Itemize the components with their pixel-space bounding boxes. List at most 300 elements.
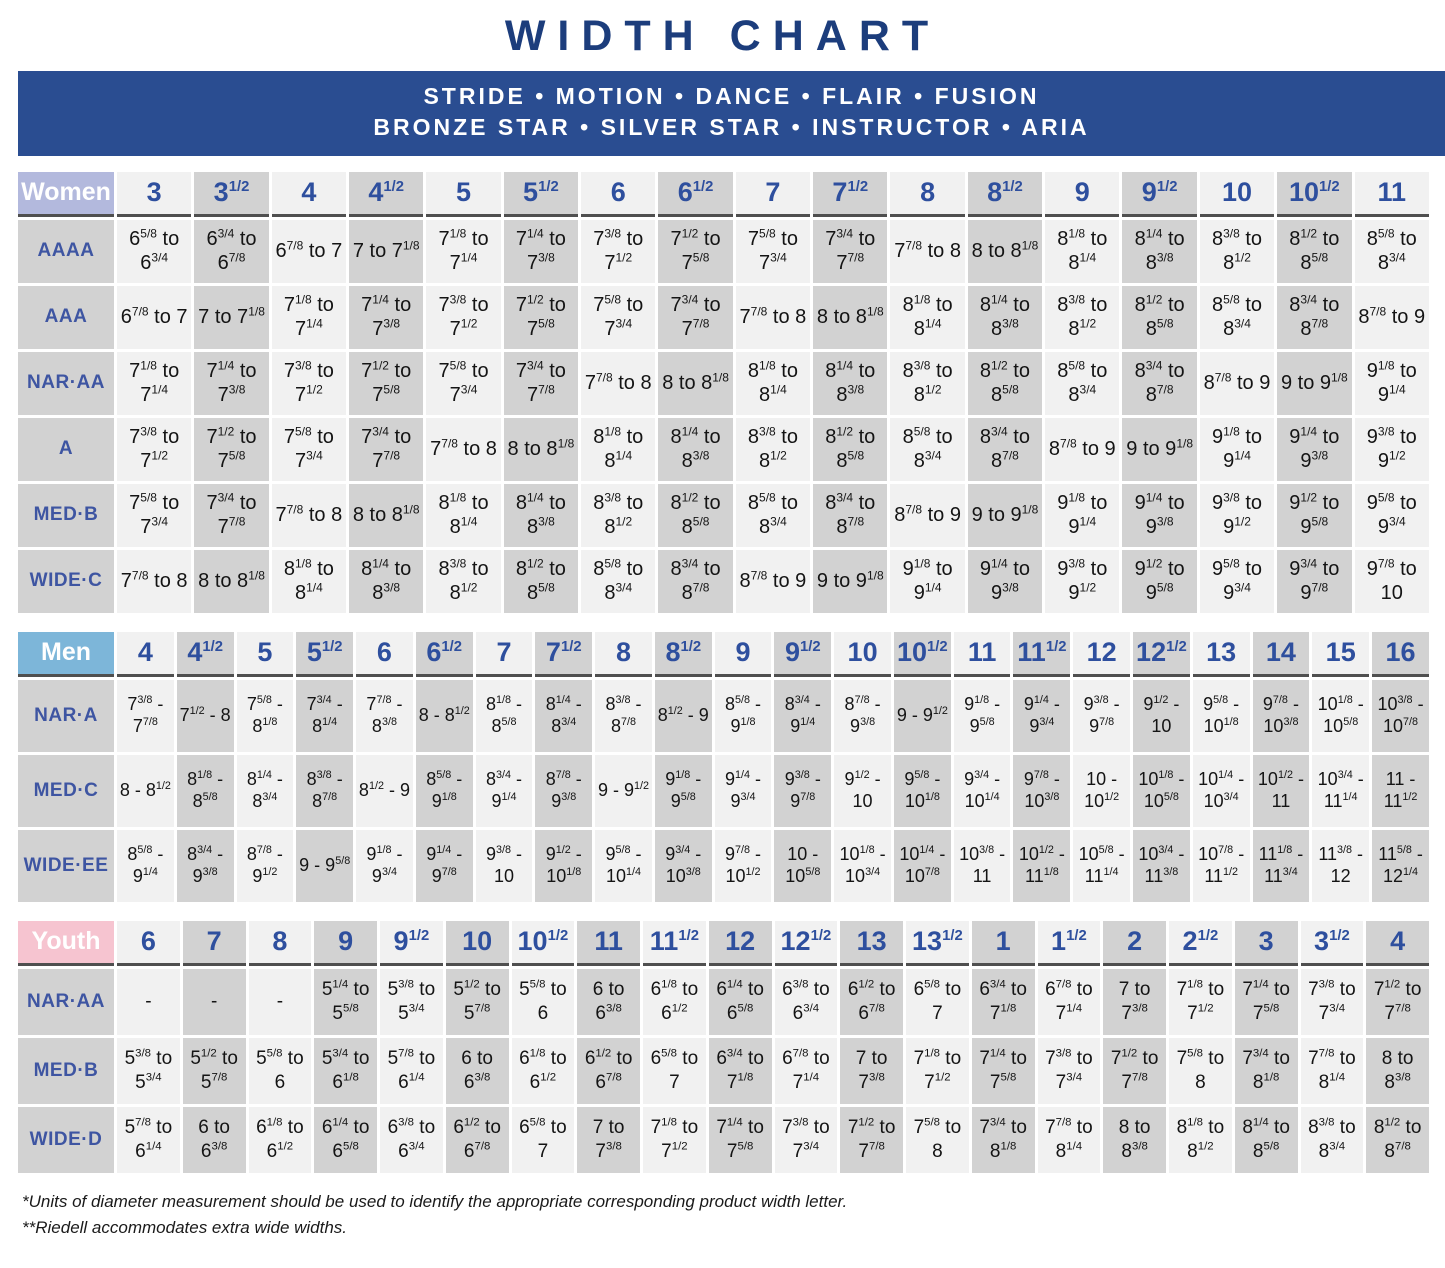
- width-cell: 8 to $8^{1/8}$: [968, 220, 1042, 283]
- width-cell: $6^{1/2}$ to $6^{7/8}$: [446, 1107, 509, 1173]
- size-header: 9: [715, 632, 772, 677]
- width-cell: $7^{1/4}$ to $7^{5/8}$: [972, 1038, 1035, 1104]
- table-row: [18, 484, 1429, 547]
- width-cell: 7 to $7^{3/8}$: [840, 1038, 903, 1104]
- table-row: [18, 352, 1429, 415]
- size-header: 12: [1073, 632, 1130, 677]
- width-cell: $9^{5/8}$ to $9^{3/4}$: [1200, 550, 1274, 613]
- width-cell: $7^{7/8}$ to 8: [890, 220, 964, 283]
- width-cell: $9^{5/8} - 10^{1/8}$: [894, 755, 951, 827]
- width-cell: $9^{1/8} - 9^{5/8}$: [655, 755, 712, 827]
- width-row-label: WIDE·C: [18, 550, 114, 613]
- width-cell: $7^{7/8}$ to 8: [272, 484, 346, 547]
- size-header: $8^{1/2}$: [968, 172, 1042, 217]
- size-header: 11: [1355, 172, 1430, 217]
- width-cell: $8^{1/2}$ to $8^{7/8}$: [1366, 1107, 1429, 1173]
- width-cell: $9^{1/8}$ to $9^{1/4}$: [1355, 352, 1430, 415]
- width-cell: $7^{3/8}$ to $7^{1/2}$: [426, 286, 500, 349]
- width-cell: $6^{3/8}$ to $6^{3/4}$: [775, 969, 838, 1035]
- width-cell: $7^{1/2}$ to $7^{7/8}$: [1103, 1038, 1166, 1104]
- width-cell: $10 - 10^{5/8}$: [774, 830, 831, 902]
- width-row-label: AAA: [18, 286, 114, 349]
- width-cell: $8^{1/4}$ to $8^{3/8}$: [813, 352, 887, 415]
- width-cell: $8^{3/4}$ to $8^{7/8}$: [1122, 352, 1196, 415]
- table-row: [18, 680, 1429, 752]
- width-cell: $8^{3/8}$ to $8^{1/2}$: [1200, 220, 1274, 283]
- banner-line-1: STRIDE • MOTION • DANCE • FLAIR • FUSION: [423, 83, 1040, 109]
- size-header: $10^{1/2}$: [1277, 172, 1351, 217]
- width-cell: $9^{3/8} - 9^{7/8}$: [1073, 680, 1130, 752]
- width-cell: $6^{1/8}$ to $6^{1/2}$: [643, 969, 706, 1035]
- size-header: 12: [709, 921, 772, 966]
- width-cell: $9^{5/8} - 10^{1/4}$: [595, 830, 652, 902]
- youth-width-table: [15, 918, 1432, 1176]
- width-cell: $10^{7/8} - 11^{1/2}$: [1193, 830, 1250, 902]
- width-cell: $11^{1/8} - 11^{3/4}$: [1253, 830, 1310, 902]
- table-row: [18, 830, 1429, 902]
- width-cell: $7^{3/8}$ to $7^{1/2}$: [272, 352, 346, 415]
- width-cell: $8^{1/2}$ to $8^{5/8}$: [1277, 220, 1351, 283]
- width-cell: $8^{3/4} - 9^{1/4}$: [774, 680, 831, 752]
- width-cell: 6 to $6^{3/8}$: [446, 1038, 509, 1104]
- size-header: 15: [1312, 632, 1369, 677]
- width-cell: $9^{1/8} - 9^{5/8}$: [954, 680, 1011, 752]
- width-cell: 8 to $8^{1/8}$: [194, 550, 268, 613]
- size-header-row: [18, 632, 1429, 677]
- width-cell: $8^{1/2}$ to $8^{5/8}$: [813, 418, 887, 481]
- width-cell: $7^{1/2}$ to $7^{5/8}$: [504, 286, 578, 349]
- width-cell: $8^{1/2}$ to $8^{5/8}$: [1122, 286, 1196, 349]
- width-cell: $7^{1/8}$ to $7^{1/4}$: [426, 220, 500, 283]
- width-cell: $9^{1/2} - 10$: [834, 755, 891, 827]
- men-width-table: [15, 629, 1432, 905]
- width-cell: $8^{1/8}$ to $8^{1/4}$: [1045, 220, 1119, 283]
- width-cell: $8^{1/4} - 8^{3/4}$: [237, 755, 294, 827]
- width-cell: $8^{1/4} - 8^{3/4}$: [535, 680, 592, 752]
- width-cell: $8^{1/8}$ to $8^{1/4}$: [736, 352, 810, 415]
- width-cell: $7^{5/8}$ to $7^{3/4}$: [426, 352, 500, 415]
- width-cell: $8^{1/8} - 8^{5/8}$: [476, 680, 533, 752]
- width-cell: $8^{3/8}$ to $8^{1/2}$: [890, 352, 964, 415]
- width-cell: $9^{5/8}$ to $9^{3/4}$: [1355, 484, 1430, 547]
- size-header: 9: [1045, 172, 1119, 217]
- width-cell: $9^{1/2}$ to $9^{5/8}$: [1277, 484, 1351, 547]
- footnotes: [22, 1192, 1445, 1238]
- width-cell: $7^{1/4}$ to $7^{3/8}$: [504, 220, 578, 283]
- width-cell: $9^{7/8} - 10^{3/8}$: [1253, 680, 1310, 752]
- width-cell: $5^{3/8}$ to $5^{3/4}$: [380, 969, 443, 1035]
- width-cell: $10^{3/4} - 11^{1/4}$: [1312, 755, 1369, 827]
- youth-width-table-container: [15, 918, 1445, 1176]
- width-cell: $7^{1/2}$ to $7^{7/8}$: [840, 1107, 903, 1173]
- width-cell: $6^{1/4}$ to $6^{5/8}$: [314, 1107, 377, 1173]
- width-cell: $8^{5/8}$ to $8^{3/4}$: [736, 484, 810, 547]
- width-cell: $7^{7/8}$ to $8^{1/4}$: [1301, 1038, 1364, 1104]
- size-header: 10: [1200, 172, 1274, 217]
- width-cell: $8^{1/8}$ to $8^{1/4}$: [890, 286, 964, 349]
- width-cell: 7 to $7^{1/8}$: [194, 286, 268, 349]
- width-cell: 6 to $6^{3/8}$: [183, 1107, 246, 1173]
- width-cell: 7 to $7^{3/8}$: [577, 1107, 640, 1173]
- width-cell: $6^{5/8}$ to 7: [643, 1038, 706, 1104]
- width-cell: $9 - 9^{1/2}$: [894, 680, 951, 752]
- size-header: 2: [1103, 921, 1166, 966]
- width-row-label: NAR·A: [18, 680, 114, 752]
- table-row: [18, 418, 1429, 481]
- width-cell: $9^{3/8} - 9^{7/8}$: [774, 755, 831, 827]
- width-cell: $7^{1/2} - 8$: [177, 680, 234, 752]
- width-cell: $8^{5/8}$ to $8^{3/4}$: [1355, 220, 1430, 283]
- size-header: $12^{1/2}$: [1133, 632, 1190, 677]
- width-cell: $6^{3/4}$ to $7^{1/8}$: [972, 969, 1035, 1035]
- width-cell: $7^{5/8} - 8^{1/8}$: [237, 680, 294, 752]
- width-cell: $5^{1/2}$ to $5^{7/8}$: [446, 969, 509, 1035]
- size-header: $9^{1/2}$: [380, 921, 443, 966]
- width-cell: $8^{5/8}$ to $8^{3/4}$: [581, 550, 655, 613]
- size-header: 11: [954, 632, 1011, 677]
- size-header: 10: [446, 921, 509, 966]
- women-width-table: [15, 169, 1432, 616]
- width-cell: $8^{5/8}$ to $8^{3/4}$: [890, 418, 964, 481]
- width-cell: $7^{3/8}$ to $7^{1/2}$: [581, 220, 655, 283]
- width-cell: $8^{3/8}$ to $8^{3/4}$: [1301, 1107, 1364, 1173]
- width-cell: 8 to $8^{1/8}$: [658, 352, 732, 415]
- width-cell: $6^{7/8}$ to $7^{1/4}$: [775, 1038, 838, 1104]
- width-cell: $7^{7/8}$ to 8: [736, 286, 810, 349]
- size-header: $11^{1/2}$: [643, 921, 706, 966]
- size-header: 4: [272, 172, 346, 217]
- width-cell: $9^{7/8}$ to 10: [1355, 550, 1430, 613]
- width-cell: $11 - 11^{1/2}$: [1372, 755, 1429, 827]
- width-cell: $8^{1/2} - 9$: [655, 680, 712, 752]
- width-cell: $7^{7/8}$ to 8: [581, 352, 655, 415]
- width-cell: $7^{1/2}$ to $7^{5/8}$: [658, 220, 732, 283]
- size-header: 13: [1193, 632, 1250, 677]
- size-header: 8: [890, 172, 964, 217]
- width-cell: $8^{1/8} - 8^{5/8}$: [177, 755, 234, 827]
- table-row: [18, 286, 1429, 349]
- width-cell: $8^{7/8}$ to 9: [736, 550, 810, 613]
- size-header: 6: [581, 172, 655, 217]
- size-header: $3^{1/2}$: [194, 172, 268, 217]
- width-cell: $8^{1/8}$ to $8^{1/2}$: [1169, 1107, 1232, 1173]
- width-cell: $8^{1/4}$ to $8^{3/8}$: [658, 418, 732, 481]
- width-cell: $9^{5/8} - 10^{1/8}$: [1193, 680, 1250, 752]
- width-cell: $7^{3/8}$ to $7^{1/2}$: [117, 418, 191, 481]
- size-header: 11: [577, 921, 640, 966]
- size-header: $3^{1/2}$: [1301, 921, 1364, 966]
- width-cell: $8^{7/8}$ to 9: [1200, 352, 1274, 415]
- size-header: $10^{1/2}$: [894, 632, 951, 677]
- width-cell: $8^{3/8}$ to $8^{1/2}$: [1045, 286, 1119, 349]
- table-group-label: Women: [18, 172, 114, 217]
- width-cell: $8^{1/4}$ to $8^{3/8}$: [349, 550, 423, 613]
- width-cell: 8 to $8^{3/8}$: [1103, 1107, 1166, 1173]
- size-header: $1^{1/2}$: [1038, 921, 1101, 966]
- width-cell: $8^{1/8}$ to $8^{1/4}$: [426, 484, 500, 547]
- width-cell: $7^{7/8} - 8^{3/8}$: [356, 680, 413, 752]
- width-cell: $9^{1/4} - 9^{7/8}$: [416, 830, 473, 902]
- size-header: 8: [595, 632, 652, 677]
- size-header: 3: [117, 172, 191, 217]
- width-cell: $7^{5/8}$ to 8: [906, 1107, 969, 1173]
- width-cell: $7^{5/8}$ to $7^{3/4}$: [117, 484, 191, 547]
- table-row: [18, 1107, 1429, 1173]
- width-cell: $8^{3/4}$ to $8^{7/8}$: [1277, 286, 1351, 349]
- width-cell: $9^{3/4}$ to $9^{7/8}$: [1277, 550, 1351, 613]
- table-row: [18, 220, 1429, 283]
- width-cell: $10^{3/8} - 11$: [954, 830, 1011, 902]
- width-row-label: MED·B: [18, 1038, 114, 1104]
- width-cell: $6^{5/8}$ to 7: [906, 969, 969, 1035]
- width-row-label: MED·B: [18, 484, 114, 547]
- width-cell: $6^{1/8}$ to $6^{1/2}$: [249, 1107, 312, 1173]
- width-cell: $11^{3/8} - 12$: [1312, 830, 1369, 902]
- width-cell: $9^{1/8} - 9^{3/4}$: [356, 830, 413, 902]
- size-header: $12^{1/2}$: [775, 921, 838, 966]
- width-cell: $7^{1/8}$ to $7^{1/4}$: [117, 352, 191, 415]
- width-cell: 9 to $9^{1/8}$: [813, 550, 887, 613]
- width-cell: $8^{7/8} - 9^{3/8}$: [834, 680, 891, 752]
- width-cell: $8^{1/2}$ to $8^{5/8}$: [968, 352, 1042, 415]
- width-cell: $8^{7/8}$ to 9: [1045, 418, 1119, 481]
- width-cell: $8^{1/4}$ to $8^{5/8}$: [1235, 1107, 1298, 1173]
- width-cell: $8^{5/8} - 9^{1/8}$: [715, 680, 772, 752]
- width-cell: $10^{1/4} - 10^{7/8}$: [894, 830, 951, 902]
- width-cell: $10^{1/8} - 10^{5/8}$: [1312, 680, 1369, 752]
- width-cell: $8^{3/8} - 8^{7/8}$: [595, 680, 652, 752]
- width-cell: $7^{3/8}$ to $7^{3/4}$: [1301, 969, 1364, 1035]
- width-cell: $5^{5/8}$ to 6: [512, 969, 575, 1035]
- width-cell: $9^{3/8} - 10$: [476, 830, 533, 902]
- width-cell: $10^{1/8} - 10^{5/8}$: [1133, 755, 1190, 827]
- width-cell: $8^{1/2}$ to $8^{5/8}$: [504, 550, 578, 613]
- width-cell: $8^{5/8} - 9^{1/4}$: [117, 830, 174, 902]
- width-cell: $10^{1/2} - 11$: [1253, 755, 1310, 827]
- size-header: $9^{1/2}$: [1122, 172, 1196, 217]
- width-cell: $7^{5/8}$ to 8: [1169, 1038, 1232, 1104]
- size-header: $6^{1/2}$: [658, 172, 732, 217]
- width-cell: $8^{1/8}$ to $8^{1/4}$: [272, 550, 346, 613]
- width-cell: $9^{3/4} - 10^{1/4}$: [954, 755, 1011, 827]
- size-header: $8^{1/2}$: [655, 632, 712, 677]
- size-header: 6: [117, 921, 180, 966]
- size-header: 5: [237, 632, 294, 677]
- width-cell: $8^{1/2} - 9$: [356, 755, 413, 827]
- width-cell: $7^{1/2}$ to $7^{5/8}$: [194, 418, 268, 481]
- width-cell: $6^{5/8}$ to 7: [512, 1107, 575, 1173]
- size-header: $4^{1/2}$: [177, 632, 234, 677]
- width-cell: $5^{7/8}$ to $6^{1/4}$: [380, 1038, 443, 1104]
- width-cell: $9^{1/2} - 10$: [1133, 680, 1190, 752]
- size-header: 13: [840, 921, 903, 966]
- size-header: 9: [314, 921, 377, 966]
- width-cell: $8 - 8^{1/2}$: [117, 755, 174, 827]
- width-row-label: MED·C: [18, 755, 114, 827]
- size-header: $13^{1/2}$: [906, 921, 969, 966]
- width-cell: $7^{3/4}$ to $7^{7/8}$: [504, 352, 578, 415]
- width-cell: $8^{3/4}$ to $8^{7/8}$: [658, 550, 732, 613]
- width-cell: $7^{1/8}$ to $7^{1/2}$: [906, 1038, 969, 1104]
- size-header: 4: [1366, 921, 1429, 966]
- width-cell: -: [117, 969, 180, 1035]
- width-row-label: A: [18, 418, 114, 481]
- size-header: $7^{1/2}$: [813, 172, 887, 217]
- width-cell: $7^{7/8}$ to 8: [117, 550, 191, 613]
- width-row-label: WIDE·EE: [18, 830, 114, 902]
- width-cell: $8^{1/4}$ to $8^{3/8}$: [968, 286, 1042, 349]
- width-row-label: WIDE·D: [18, 1107, 114, 1173]
- width-cell: $10^{3/4} - 11^{3/8}$: [1133, 830, 1190, 902]
- width-cell: $9 - 9^{1/2}$: [595, 755, 652, 827]
- size-header: $5^{1/2}$: [296, 632, 353, 677]
- width-cell: $5^{1/4}$ to $5^{5/8}$: [314, 969, 377, 1035]
- women-width-table-container: [15, 169, 1445, 616]
- size-header: 16: [1372, 632, 1429, 677]
- width-cell: $8^{7/8} - 9^{1/2}$: [237, 830, 294, 902]
- table-row: [18, 550, 1429, 613]
- width-cell: $7^{1/2}$ to $7^{7/8}$: [1366, 969, 1429, 1035]
- width-cell: 8 to $8^{3/8}$: [1366, 1038, 1429, 1104]
- width-cell: $7^{1/8}$ to $7^{1/2}$: [643, 1107, 706, 1173]
- width-cell: $5^{7/8}$ to $6^{1/4}$: [117, 1107, 180, 1173]
- width-cell: $5^{1/2}$ to $5^{7/8}$: [183, 1038, 246, 1104]
- width-cell: $7^{5/8}$ to $7^{3/4}$: [581, 286, 655, 349]
- width-cell: 8 to $8^{1/8}$: [813, 286, 887, 349]
- size-header: 1: [972, 921, 1035, 966]
- page-title: WIDTH CHART: [504, 12, 941, 60]
- width-cell: 7 to $7^{3/8}$: [1103, 969, 1166, 1035]
- size-header: 4: [117, 632, 174, 677]
- width-cell: $8^{1/4}$ to $8^{3/8}$: [504, 484, 578, 547]
- width-cell: $5^{3/4}$ to $6^{1/8}$: [314, 1038, 377, 1104]
- width-cell: $9 - 9^{5/8}$: [296, 830, 353, 902]
- width-cell: $9^{3/8}$ to $9^{1/2}$: [1355, 418, 1430, 481]
- size-header: 8: [249, 921, 312, 966]
- width-cell: $7^{1/8}$ to $7^{1/4}$: [272, 286, 346, 349]
- width-cell: $5^{5/8}$ to 6: [249, 1038, 312, 1104]
- width-cell: $6^{5/8}$ to $6^{3/4}$: [117, 220, 191, 283]
- size-header: 5: [426, 172, 500, 217]
- width-cell: $6^{3/8}$ to $6^{3/4}$: [380, 1107, 443, 1173]
- width-cell: $9^{1/8}$ to $9^{1/4}$: [1200, 418, 1274, 481]
- width-cell: $9^{7/8} - 10^{3/8}$: [1013, 755, 1070, 827]
- width-cell: $6^{1/4}$ to $6^{5/8}$: [709, 969, 772, 1035]
- width-cell: $7^{3/8}$ to $7^{3/4}$: [1038, 1038, 1101, 1104]
- size-header: 7: [183, 921, 246, 966]
- width-cell: $9^{1/4}$ to $9^{3/8}$: [1122, 484, 1196, 547]
- width-cell: $6^{7/8}$ to $7^{1/4}$: [1038, 969, 1101, 1035]
- width-cell: 7 to $7^{1/8}$: [349, 220, 423, 283]
- width-cell: $7^{3/8} - 7^{7/8}$: [117, 680, 174, 752]
- width-cell: $7^{3/8}$ to $7^{3/4}$: [775, 1107, 838, 1173]
- width-cell: $9^{1/4} - 9^{3/4}$: [1013, 680, 1070, 752]
- width-cell: $9^{1/2}$ to $9^{5/8}$: [1122, 550, 1196, 613]
- width-row-label: NAR·AA: [18, 969, 114, 1035]
- width-cell: $6^{7/8}$ to 7: [272, 220, 346, 283]
- size-header: 6: [356, 632, 413, 677]
- table-group-label: Youth: [18, 921, 114, 966]
- width-cell: $8^{1/4}$ to $8^{3/8}$: [1122, 220, 1196, 283]
- width-cell: $7^{1/8}$ to $7^{1/2}$: [1169, 969, 1232, 1035]
- width-cell: $7^{3/4}$ to $8^{1/8}$: [1235, 1038, 1298, 1104]
- width-cell: $7^{1/4}$ to $7^{3/8}$: [194, 352, 268, 415]
- size-header: $4^{1/2}$: [349, 172, 423, 217]
- width-cell: $6^{3/4}$ to $6^{7/8}$: [194, 220, 268, 283]
- width-cell: -: [249, 969, 312, 1035]
- width-cell: $10^{1/8} - 10^{3/4}$: [834, 830, 891, 902]
- width-cell: $8^{7/8} - 9^{3/8}$: [535, 755, 592, 827]
- width-cell: $6^{3/4}$ to $7^{1/8}$: [709, 1038, 772, 1104]
- table-row: [18, 1038, 1429, 1104]
- width-cell: 6 to $6^{3/8}$: [577, 969, 640, 1035]
- width-cell: $8^{3/8}$ to $8^{1/2}$: [581, 484, 655, 547]
- width-cell: $9^{1/8}$ to $9^{1/4}$: [890, 550, 964, 613]
- width-cell: 8 to $8^{1/8}$: [504, 418, 578, 481]
- width-cell: $6^{1/2}$ to $6^{7/8}$: [577, 1038, 640, 1104]
- width-cell: $8^{5/8}$ to $8^{3/4}$: [1045, 352, 1119, 415]
- width-cell: $6^{7/8}$ to 7: [117, 286, 191, 349]
- width-row-label: NAR·AA: [18, 352, 114, 415]
- width-cell: $7^{3/4}$ to $7^{7/8}$: [813, 220, 887, 283]
- width-cell: $8^{3/8}$ to $8^{1/2}$: [736, 418, 810, 481]
- size-header: $2^{1/2}$: [1169, 921, 1232, 966]
- width-cell: $8^{1/8}$ to $8^{1/4}$: [581, 418, 655, 481]
- footnote-2: **Riedell accommodates extra wide widths.: [22, 1217, 348, 1237]
- width-cell: $7^{7/8}$ to $8^{1/4}$: [1038, 1107, 1101, 1173]
- width-cell: $9^{1/8}$ to $9^{1/4}$: [1045, 484, 1119, 547]
- size-header: $10^{1/2}$: [512, 921, 575, 966]
- width-cell: $10^{3/8} - 10^{7/8}$: [1372, 680, 1429, 752]
- width-cell: $7^{5/8}$ to $7^{3/4}$: [272, 418, 346, 481]
- width-cell: $9^{7/8} - 10^{1/2}$: [715, 830, 772, 902]
- size-header: $11^{1/2}$: [1013, 632, 1070, 677]
- size-header: 14: [1253, 632, 1310, 677]
- width-row-label: AAAA: [18, 220, 114, 283]
- width-cell: $7^{3/4}$ to $7^{7/8}$: [194, 484, 268, 547]
- width-cell: $8^{1/2}$ to $8^{5/8}$: [658, 484, 732, 547]
- size-header: 10: [834, 632, 891, 677]
- width-cell: $9^{3/8}$ to $9^{1/2}$: [1045, 550, 1119, 613]
- width-cell: $10^{1/4} - 10^{3/4}$: [1193, 755, 1250, 827]
- width-cell: $9^{3/4} - 10^{3/8}$: [655, 830, 712, 902]
- size-header-row: [18, 172, 1429, 217]
- size-header: 3: [1235, 921, 1298, 966]
- width-cell: $7^{1/4}$ to $7^{3/8}$: [349, 286, 423, 349]
- size-header: $7^{1/2}$: [535, 632, 592, 677]
- size-header-row: [18, 921, 1429, 966]
- width-cell: $7^{3/4}$ to $8^{1/8}$: [972, 1107, 1035, 1173]
- width-cell: $7^{3/4} - 8^{1/4}$: [296, 680, 353, 752]
- men-width-table-container: [15, 629, 1445, 905]
- width-cell: $9^{1/4}$ to $9^{3/8}$: [1277, 418, 1351, 481]
- width-cell: $7^{1/2}$ to $7^{5/8}$: [349, 352, 423, 415]
- width-cell: $7^{5/8}$ to $7^{3/4}$: [736, 220, 810, 283]
- width-cell: $7^{3/4}$ to $7^{7/8}$: [658, 286, 732, 349]
- width-cell: $8^{3/4} - 9^{3/8}$: [177, 830, 234, 902]
- width-cell: $8^{3/4}$ to $8^{7/8}$: [813, 484, 887, 547]
- width-cell: $9^{1/4} - 9^{3/4}$: [715, 755, 772, 827]
- width-cell: $9^{1/4}$ to $9^{3/8}$: [968, 550, 1042, 613]
- width-cell: $9^{1/2} - 10^{1/8}$: [535, 830, 592, 902]
- table-row: [18, 755, 1429, 827]
- size-header: $5^{1/2}$: [504, 172, 578, 217]
- width-cell: $8^{5/8}$ to $8^{3/4}$: [1200, 286, 1274, 349]
- width-cell: $8^{3/8}$ to $8^{1/2}$: [426, 550, 500, 613]
- width-cell: $6^{1/2}$ to $6^{7/8}$: [840, 969, 903, 1035]
- width-cell: $11^{5/8} - 12^{1/4}$: [1372, 830, 1429, 902]
- size-header: 7: [476, 632, 533, 677]
